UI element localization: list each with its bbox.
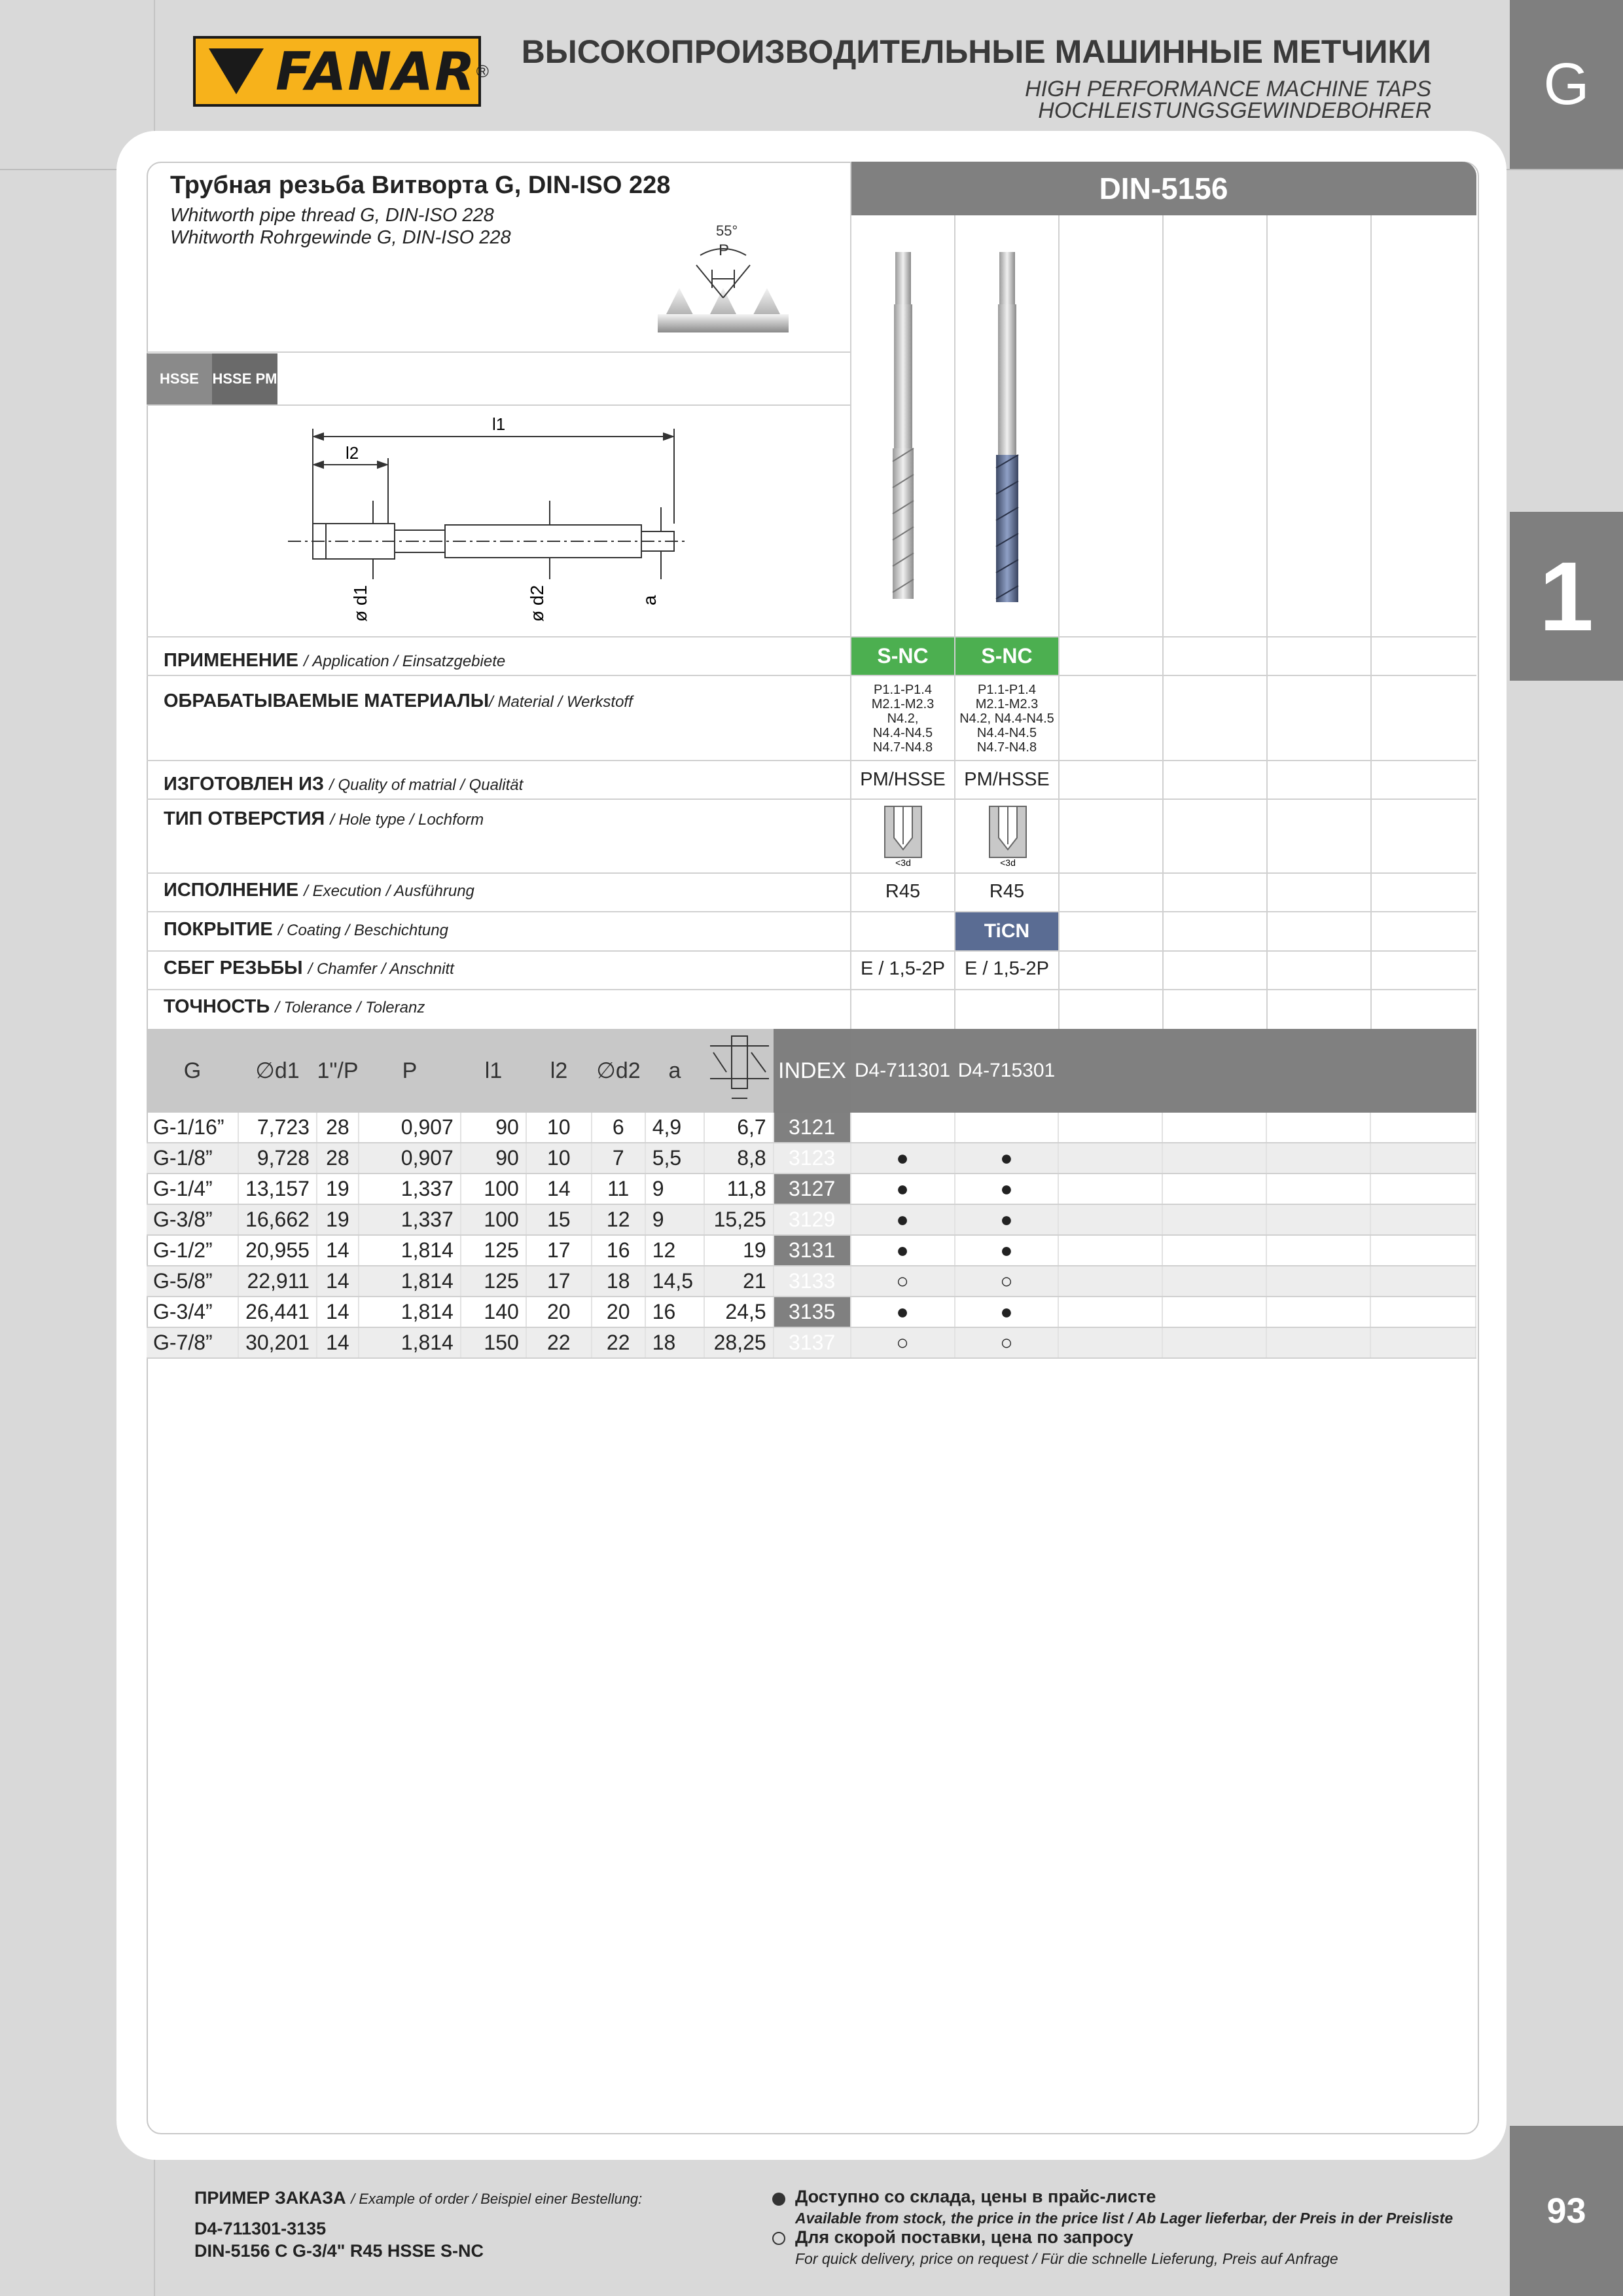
table-cell-d2: 20 bbox=[592, 1297, 645, 1327]
table-cell-p: 1,814 bbox=[359, 1327, 461, 1358]
section-subtitle-en: Whitworth pipe thread G, DIN-ISO 228 bbox=[170, 205, 494, 226]
table-cell-drill: 24,5 bbox=[704, 1297, 774, 1327]
table-cell-empty bbox=[1058, 1113, 1162, 1143]
table-cell-drill: 28,25 bbox=[704, 1327, 774, 1358]
table-cell-empty bbox=[1058, 1327, 1162, 1358]
table-cell-p: 1,337 bbox=[359, 1174, 461, 1204]
table-cell-empty bbox=[1162, 1297, 1266, 1327]
table-cell-l2: 10 bbox=[526, 1113, 592, 1143]
table-cell-tpi: 14 bbox=[317, 1297, 359, 1327]
divider bbox=[1266, 215, 1268, 1029]
table-cell-a1: ● bbox=[851, 1297, 955, 1327]
table-row bbox=[147, 1327, 1476, 1358]
prop-material: ОБРАБАТЫВАЕМЫЕ МАТЕРИАЛЫ/ Material / Werkstoff bbox=[164, 691, 633, 711]
prop-coating: ПОКРЫТИЕ / Coating / Beschichtung bbox=[164, 919, 448, 940]
divider bbox=[147, 989, 1476, 990]
table-cell-empty bbox=[1266, 1266, 1370, 1297]
table-cell-a1: ○ bbox=[851, 1327, 955, 1358]
col-header-a: a bbox=[668, 1058, 681, 1083]
table-cell-empty bbox=[1370, 1143, 1476, 1174]
table-cell-d2: 22 bbox=[592, 1327, 645, 1358]
dim-d2-label: ø d2 bbox=[527, 584, 547, 622]
table-cell-p: 1,337 bbox=[359, 1204, 461, 1235]
table-cell-empty bbox=[1162, 1113, 1266, 1143]
table-cell-l1: 100 bbox=[461, 1204, 526, 1235]
svg-text:<3d: <3d bbox=[1000, 857, 1016, 867]
table-cell-drill: 21 bbox=[704, 1266, 774, 1297]
col-header-l2: l2 bbox=[550, 1058, 568, 1083]
table-cell-empty bbox=[1370, 1174, 1476, 1204]
divider bbox=[147, 911, 1476, 912]
prop-application: ПРИМЕНЕНИЕ / Application / Einsatzgebiete bbox=[164, 650, 506, 671]
table-cell-drill: 8,8 bbox=[704, 1143, 774, 1174]
svg-text:<3d: <3d bbox=[895, 857, 911, 867]
table-cell-drill: 11,8 bbox=[704, 1174, 774, 1204]
tap-image-711301 bbox=[890, 252, 916, 605]
table-cell-a1: ● bbox=[851, 1204, 955, 1235]
col-header-tpi: 1"/P bbox=[317, 1058, 359, 1083]
table-cell-a: 16 bbox=[645, 1297, 704, 1327]
dim-a-label: a bbox=[639, 595, 660, 605]
table-cell-tpi: 19 bbox=[317, 1174, 359, 1204]
divider bbox=[1370, 215, 1372, 1029]
table-cell-d1: 7,723 bbox=[238, 1113, 317, 1143]
table-cell-a: 5,5 bbox=[645, 1143, 704, 1174]
table-cell-p: 1,814 bbox=[359, 1266, 461, 1297]
table-cell-index: 3133 bbox=[774, 1266, 851, 1297]
execution-value: R45 bbox=[989, 881, 1025, 902]
divider bbox=[147, 404, 851, 406]
stock-legend: Доступно со склада, цены в прайс-листе bbox=[795, 2187, 1156, 2206]
tap-image-715301 bbox=[993, 252, 1022, 605]
section-title: Трубная резьба Витворта G, DIN-ISO 228 bbox=[170, 171, 671, 199]
table-cell-g: G-1/8” bbox=[147, 1143, 238, 1174]
table-cell-a: 9 bbox=[645, 1174, 704, 1204]
table-cell-d1: 20,955 bbox=[238, 1235, 317, 1266]
table-cell-a: 14,5 bbox=[645, 1266, 704, 1297]
order-example-title: ПРИМЕР ЗАКАЗА / Example of order / Beispiel einer Bestellung: bbox=[194, 2188, 643, 2208]
table-row bbox=[147, 1143, 1476, 1174]
col-header-p: P bbox=[402, 1058, 418, 1083]
divider bbox=[147, 636, 1476, 637]
table-cell-tpi: 19 bbox=[317, 1204, 359, 1235]
brand-name: FANAR bbox=[276, 41, 476, 102]
table-cell-a: 4,9 bbox=[645, 1113, 704, 1143]
table-cell-l2: 22 bbox=[526, 1327, 592, 1358]
dim-l2-label: l2 bbox=[346, 443, 359, 463]
table-cell-drill: 6,7 bbox=[704, 1113, 774, 1143]
table-cell-a1: ● bbox=[851, 1235, 955, 1266]
table-cell-l1: 150 bbox=[461, 1327, 526, 1358]
table-cell-a1: ○ bbox=[851, 1266, 955, 1297]
table-cell-a2: ● bbox=[955, 1143, 1059, 1174]
table-cell-g: G-1/16” bbox=[147, 1113, 238, 1143]
thread-size-table bbox=[147, 1113, 1476, 1359]
table-cell-index: 3137 bbox=[774, 1327, 851, 1358]
table-cell-empty bbox=[1266, 1174, 1370, 1204]
order-example-desc: DIN-5156 C G-3/4" R45 HSSE S-NC bbox=[194, 2241, 484, 2261]
table-cell-g: G-3/4” bbox=[147, 1297, 238, 1327]
table-cell-l2: 15 bbox=[526, 1204, 592, 1235]
blind-hole-icon bbox=[988, 805, 1027, 867]
table-cell-a: 9 bbox=[645, 1204, 704, 1235]
table-cell-l2: 17 bbox=[526, 1235, 592, 1266]
table-cell-empty bbox=[1266, 1113, 1370, 1143]
table-cell-a1: ● bbox=[851, 1174, 955, 1204]
table-cell-empty bbox=[1058, 1204, 1162, 1235]
divider bbox=[954, 215, 955, 1029]
stock-bullet-icon bbox=[772, 2193, 785, 2206]
table-row bbox=[147, 1113, 1476, 1143]
table-cell-empty bbox=[1162, 1235, 1266, 1266]
table-cell-a2: ● bbox=[955, 1204, 1059, 1235]
drill-size-icon bbox=[707, 1033, 772, 1105]
application-badge: S-NC bbox=[851, 637, 954, 675]
table-cell-d1: 9,728 bbox=[238, 1143, 317, 1174]
col-header-d2: ∅d2 bbox=[596, 1058, 641, 1083]
quality-value: PM/HSSE bbox=[964, 769, 1050, 790]
table-cell-a1: ● bbox=[851, 1143, 955, 1174]
table-cell-index: 3131 bbox=[774, 1235, 851, 1266]
material-hsse: HSSE bbox=[147, 353, 212, 404]
table-cell-p: 0,907 bbox=[359, 1143, 461, 1174]
table-cell-empty bbox=[1266, 1327, 1370, 1358]
execution-value: R45 bbox=[885, 881, 921, 902]
table-cell-empty bbox=[1266, 1143, 1370, 1174]
tap-dimension-drawing bbox=[268, 409, 700, 625]
table-cell-empty bbox=[1162, 1143, 1266, 1174]
table-row bbox=[147, 1266, 1476, 1297]
page-subtitle-de: HOCHLEISTUNGSGEWINDEBOHRER bbox=[1038, 98, 1431, 123]
page-title: ВЫСОКОПРОИЗВОДИТЕЛЬНЫЕ МАШИННЫЕ МЕТЧИКИ bbox=[521, 33, 1431, 70]
prop-quality: ИЗГОТОВЛЕН ИЗ / Quality of matrial / Qualität bbox=[164, 774, 524, 795]
table-cell-d2: 7 bbox=[592, 1143, 645, 1174]
divider bbox=[1162, 215, 1164, 1029]
table-cell-empty bbox=[1058, 1235, 1162, 1266]
table-cell-empty bbox=[1266, 1235, 1370, 1266]
table-cell-tpi: 28 bbox=[317, 1143, 359, 1174]
dim-d1-label: ø d1 bbox=[350, 584, 370, 622]
table-cell-a: 18 bbox=[645, 1327, 704, 1358]
table-cell-a2 bbox=[955, 1113, 1059, 1143]
table-cell-l1: 90 bbox=[461, 1113, 526, 1143]
divider bbox=[147, 798, 1476, 800]
quick-legend: Для скорой поставки, цена по запросу bbox=[795, 2227, 1133, 2247]
table-cell-tpi: 14 bbox=[317, 1327, 359, 1358]
table-cell-a2: ● bbox=[955, 1235, 1059, 1266]
thread-pitch-label: P bbox=[719, 242, 730, 259]
material-hsse-pm: HSSE PM bbox=[212, 353, 277, 404]
table-cell-d1: 16,662 bbox=[238, 1204, 317, 1235]
table-cell-empty bbox=[1162, 1204, 1266, 1235]
blind-hole-icon bbox=[883, 805, 923, 867]
table-cell-tpi: 14 bbox=[317, 1266, 359, 1297]
table-cell-a2: ○ bbox=[955, 1266, 1059, 1297]
table-cell-index: 3129 bbox=[774, 1204, 851, 1235]
table-cell-l1: 125 bbox=[461, 1235, 526, 1266]
quality-value: PM/HSSE bbox=[860, 769, 946, 790]
material-list: P1.1-P1.4 M2.1-M2.3 N4.2, N4.4-N4.5 N4.7-N4.8 bbox=[871, 683, 935, 755]
section-tab-g: G bbox=[1510, 0, 1623, 169]
divider bbox=[147, 351, 851, 353]
coating-badge: TiCN bbox=[955, 912, 1058, 950]
table-cell-empty bbox=[1162, 1327, 1266, 1358]
thread-angle-label: 55° bbox=[716, 223, 738, 239]
table-cell-p: 1,814 bbox=[359, 1235, 461, 1266]
table-cell-empty bbox=[1058, 1143, 1162, 1174]
table-cell-g: G-7/8” bbox=[147, 1327, 238, 1358]
section-subtitle-de: Whitworth Rohrgewinde G, DIN-ISO 228 bbox=[170, 227, 511, 248]
divider bbox=[147, 872, 1476, 874]
table-cell-l1: 140 bbox=[461, 1297, 526, 1327]
table-cell-d1: 13,157 bbox=[238, 1174, 317, 1204]
table-row bbox=[147, 1235, 1476, 1266]
table-row bbox=[147, 1204, 1476, 1235]
logo-v-icon bbox=[209, 48, 264, 94]
table-cell-index: 3123 bbox=[774, 1143, 851, 1174]
prop-chamfer: СБЕГ РЕЗЬБЫ / Chamfer / Anschnitt bbox=[164, 958, 454, 978]
table-cell-d2: 6 bbox=[592, 1113, 645, 1143]
table-cell-d2: 12 bbox=[592, 1204, 645, 1235]
table-cell-d1: 30,201 bbox=[238, 1327, 317, 1358]
material-list: P1.1-P1.4 M2.1-M2.3 N4.2, N4.4-N4.5 N4.4-N4.5 N4.7-N4.8 bbox=[959, 683, 1054, 755]
divider bbox=[147, 950, 1476, 952]
table-row bbox=[147, 1174, 1476, 1204]
stock-legend-sub: Available from stock, the price in the price list / Ab Lager lieferbar, der Preis in der Preisliste bbox=[795, 2210, 1454, 2227]
order-bullet-icon bbox=[772, 2232, 785, 2245]
table-cell-empty bbox=[1058, 1297, 1162, 1327]
dim-l1-label: l1 bbox=[492, 414, 506, 434]
table-cell-empty bbox=[1370, 1235, 1476, 1266]
chamfer-value: E / 1,5-2P bbox=[861, 958, 945, 979]
table-cell-p: 1,814 bbox=[359, 1297, 461, 1327]
table-cell-empty bbox=[1370, 1327, 1476, 1358]
chamfer-value: E / 1,5-2P bbox=[965, 958, 1049, 979]
divider bbox=[147, 675, 1476, 676]
table-cell-l2: 20 bbox=[526, 1297, 592, 1327]
table-cell-empty bbox=[1058, 1266, 1162, 1297]
thread-profile-diagram bbox=[648, 216, 805, 334]
table-cell-index: 3135 bbox=[774, 1297, 851, 1327]
divider bbox=[147, 760, 1476, 761]
table-cell-g: G-5/8” bbox=[147, 1266, 238, 1297]
table-cell-index: 3121 bbox=[774, 1113, 851, 1143]
table-cell-a2: ○ bbox=[955, 1327, 1059, 1358]
table-cell-d1: 22,911 bbox=[238, 1266, 317, 1297]
table-cell-empty bbox=[1266, 1204, 1370, 1235]
prop-hole-type: ТИП ОТВЕРСТИЯ / Hole type / Lochform bbox=[164, 808, 484, 829]
table-cell-empty bbox=[1162, 1174, 1266, 1204]
table-cell-g: G-1/4” bbox=[147, 1174, 238, 1204]
table-cell-tpi: 14 bbox=[317, 1235, 359, 1266]
page-number: 93 bbox=[1510, 2126, 1623, 2296]
table-cell-empty bbox=[1162, 1266, 1266, 1297]
table-cell-empty bbox=[1370, 1113, 1476, 1143]
table-cell-l2: 10 bbox=[526, 1143, 592, 1174]
table-cell-l2: 17 bbox=[526, 1266, 592, 1297]
fanar-logo: FANAR ® bbox=[193, 36, 481, 107]
table-cell-drill: 15,25 bbox=[704, 1204, 774, 1235]
order-example-code: D4-711301-3135 bbox=[194, 2219, 327, 2238]
table-cell-empty bbox=[1370, 1297, 1476, 1327]
table-cell-l1: 125 bbox=[461, 1266, 526, 1297]
table-cell-l1: 90 bbox=[461, 1143, 526, 1174]
table-cell-empty bbox=[1058, 1174, 1162, 1204]
table-cell-d2: 11 bbox=[592, 1174, 645, 1204]
table-cell-empty bbox=[1370, 1204, 1476, 1235]
application-badge: S-NC bbox=[955, 637, 1058, 675]
prop-tolerance: ТОЧНОСТЬ / Tolerance / Toleranz bbox=[164, 996, 425, 1017]
table-cell-l2: 14 bbox=[526, 1174, 592, 1204]
table-cell-a2: ● bbox=[955, 1174, 1059, 1204]
col-header-g: G bbox=[183, 1058, 202, 1083]
section-tab-1: 1 bbox=[1510, 512, 1623, 681]
table-cell-a1 bbox=[851, 1113, 955, 1143]
col-header-product-2: D4-715301 bbox=[957, 1060, 1056, 1081]
table-cell-empty bbox=[1370, 1266, 1476, 1297]
table-row bbox=[147, 1297, 1476, 1327]
prop-execution: ИСПОЛНЕНИЕ / Execution / Ausführung bbox=[164, 880, 474, 901]
table-cell-index: 3127 bbox=[774, 1174, 851, 1204]
table-cell-drill: 19 bbox=[704, 1235, 774, 1266]
table-cell-g: G-1/2” bbox=[147, 1235, 238, 1266]
standard-header: DIN-5156 bbox=[851, 162, 1476, 215]
table-cell-d2: 18 bbox=[592, 1266, 645, 1297]
table-cell-g: G-3/8” bbox=[147, 1204, 238, 1235]
quick-legend-sub: For quick delivery, price on request / Für die schnelle Lieferung, Preis auf Anfrage bbox=[795, 2250, 1338, 2267]
table-cell-p: 0,907 bbox=[359, 1113, 461, 1143]
table-cell-empty bbox=[1266, 1297, 1370, 1327]
col-header-d1: ∅d1 bbox=[255, 1058, 300, 1083]
page-subtitle-en: HIGH PERFORMANCE MACHINE TAPS bbox=[1025, 77, 1431, 101]
table-cell-tpi: 28 bbox=[317, 1113, 359, 1143]
col-header-product-1: D4-711301 bbox=[854, 1060, 951, 1081]
table-cell-a2: ● bbox=[955, 1297, 1059, 1327]
col-header-l1: l1 bbox=[484, 1058, 503, 1083]
divider bbox=[1058, 215, 1060, 1029]
table-cell-a: 12 bbox=[645, 1235, 704, 1266]
table-cell-d2: 16 bbox=[592, 1235, 645, 1266]
col-header-index: INDEX bbox=[774, 1029, 851, 1113]
table-cell-l1: 100 bbox=[461, 1174, 526, 1204]
table-cell-d1: 26,441 bbox=[238, 1297, 317, 1327]
